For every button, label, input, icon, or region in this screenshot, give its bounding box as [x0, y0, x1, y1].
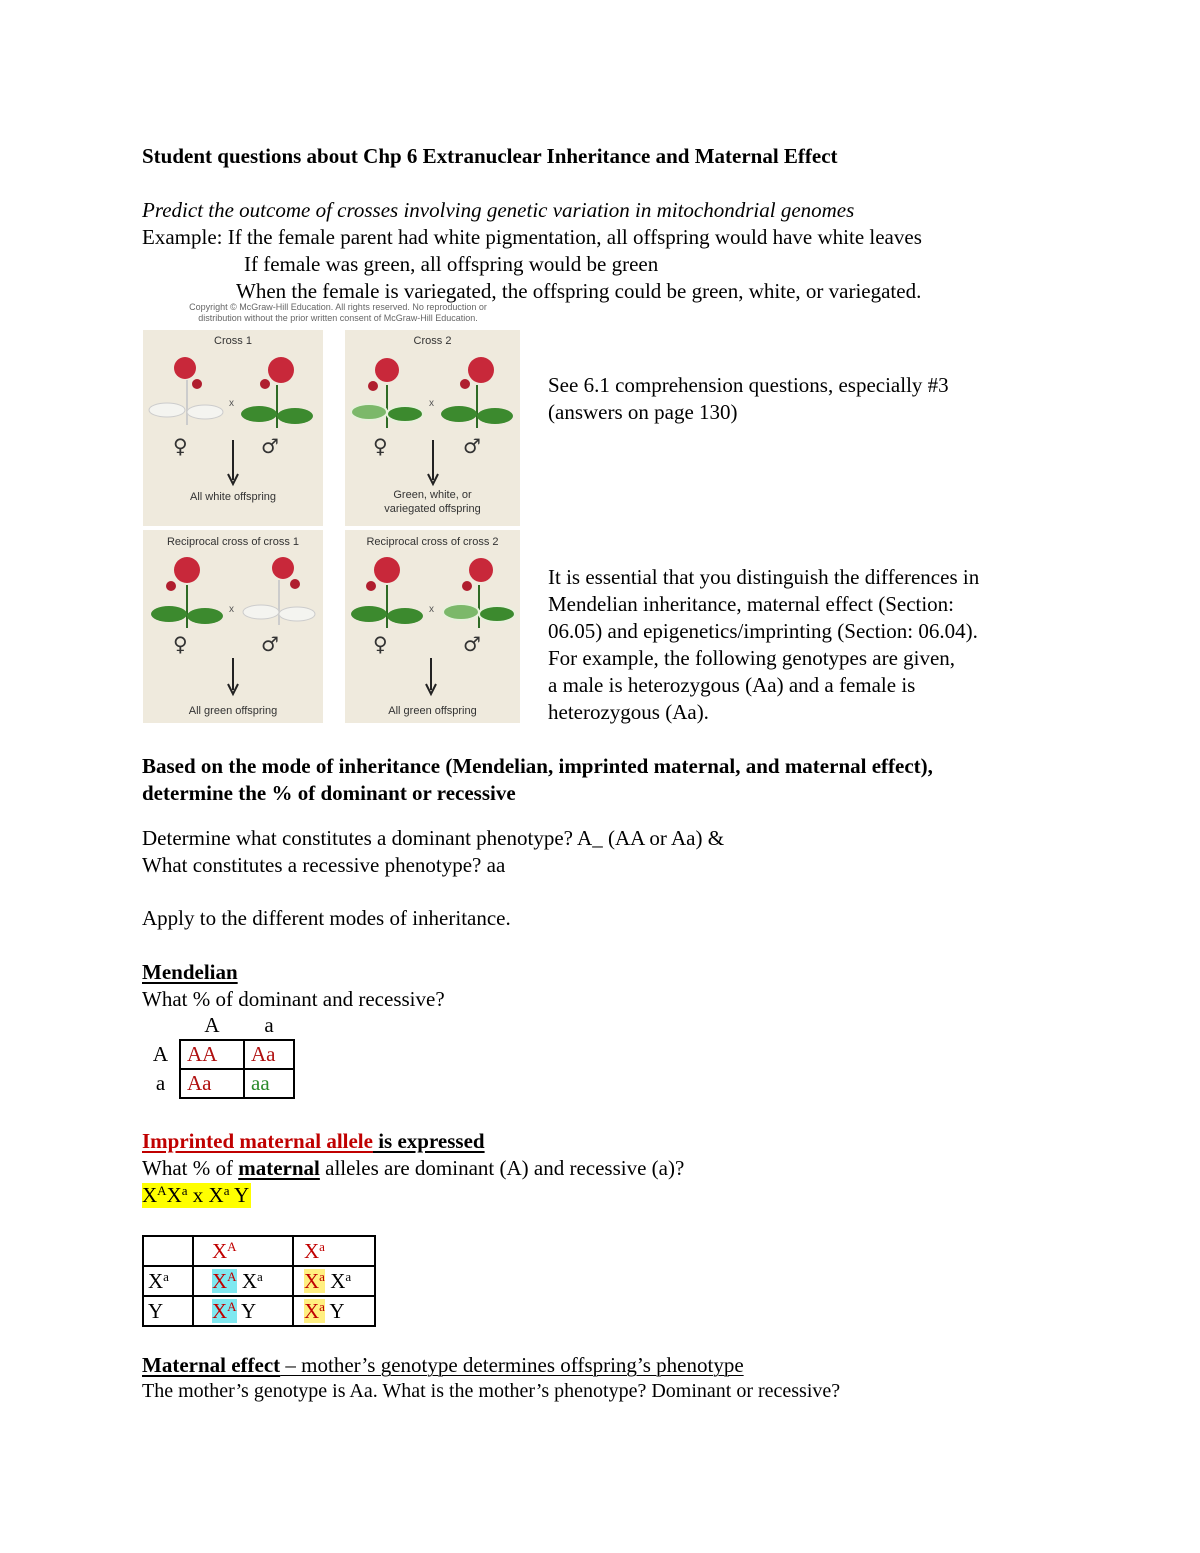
punnett-cell: aa [244, 1069, 294, 1098]
allele-sup: a [181, 1183, 188, 1198]
row-header: a [155, 1071, 166, 1095]
white-plant [243, 557, 315, 625]
panel-caption: Green, white, or variegated offspring [384, 489, 481, 515]
col-header: A [204, 1013, 220, 1037]
male-symbol: ♂ [261, 434, 279, 458]
panel-label: Cross 1 [214, 335, 252, 347]
plants-illustration [147, 350, 319, 440]
panel-caption: All green offspring [188, 705, 278, 717]
row-header: Y [143, 1296, 193, 1326]
question-prefix: What % of [142, 1156, 239, 1180]
row-header: $X^a$ [143, 1266, 193, 1296]
determine-line-1: Determine what constitutes a dominant phenotype? A_ (AA or Aa) & [142, 826, 725, 850]
cross-symbol: x [229, 604, 234, 615]
essential-line-6: heterozygous (Aa). [548, 700, 709, 724]
imprinted-heading-rest: is expressed [372, 1129, 485, 1153]
plants-illustration [347, 350, 519, 440]
male-symbol: ♂ [463, 434, 481, 458]
imprinted-question [142, 1156, 684, 1181]
imprinted-punnett-square [142, 1235, 376, 1327]
panel-reciprocal-1 [143, 530, 323, 723]
mendelian-question: What % of dominant and recessive? [142, 987, 445, 1011]
question-suffix: alleles are dominant (A) and recessive (a)? [319, 1156, 685, 1180]
allele-x: X [208, 1183, 224, 1207]
allele-x: X [142, 1183, 158, 1207]
based-heading-line-2: determine the % of dominant or recessive [142, 781, 516, 805]
intro-line-1: Example: If the female parent had white pigmentation, all offspring would have white leaves [142, 225, 922, 249]
down-arrow-icon [227, 658, 239, 698]
maternal-effect-heading [142, 1353, 744, 1378]
imprinted-heading [142, 1129, 485, 1154]
essential-line-5: a male is heterozygous (Aa) and a female is [548, 673, 916, 697]
green-plant [351, 557, 423, 628]
panel-cross-2 [345, 330, 520, 526]
down-arrow-icon [427, 440, 439, 488]
panel-caption: All green offspring [388, 705, 477, 717]
figure-copyright: Copyright © McGraw-Hill Education. All rights reserved. No reproduction or distribution without the prior written consent of McGraw-Hill Education. [189, 302, 487, 323]
punnett-cell: Aa [180, 1069, 244, 1098]
maternal-effect-description: – mother’s genotype determines offspring’s phenotype [280, 1353, 744, 1377]
punnett-cell: Aa [244, 1040, 294, 1069]
panel-reciprocal-2 [345, 530, 520, 723]
essential-line-1: It is essential that you distinguish the differences in [548, 565, 980, 589]
green-plant [241, 357, 313, 428]
imprinted-heading-red: Imprinted maternal allele [142, 1129, 373, 1153]
female-symbol: ♀ [373, 434, 388, 458]
mendelian-punnett-square [142, 1012, 295, 1099]
intro-line-3: When the female is variegated, the offspring could be green, white, or variegated. [236, 279, 922, 303]
see-questions-line-2: (answers on page 130) [548, 400, 738, 424]
maternal-effect-title: Maternal effect [142, 1353, 281, 1377]
green-plant [441, 357, 513, 428]
allele-sup: A [157, 1183, 167, 1198]
col-header: a [264, 1013, 274, 1037]
row-header: A [152, 1042, 169, 1066]
male-symbol: ♂ [261, 632, 279, 656]
variegated-plant [443, 558, 515, 628]
panel-label: Cross 2 [413, 335, 452, 347]
intro-heading: Predict the outcome of crosses involving genetic variation in mitochondrial genomes [142, 198, 855, 222]
panel-label: Reciprocal cross of cross 1 [166, 536, 300, 548]
cross-symbol: x [429, 604, 434, 615]
male-symbol: ♂ [463, 632, 481, 656]
punnett-cell: $X^A$ $X^a$ [193, 1266, 293, 1296]
cross-symbol: x [429, 398, 434, 409]
essential-line-2: Mendelian inheritance, maternal effect (Section: [548, 592, 955, 616]
imprinted-cross [142, 1183, 251, 1208]
green-plant [151, 557, 223, 628]
punnett-cell: $X^A$ Y [193, 1296, 293, 1326]
plants-illustration [147, 550, 319, 640]
female-symbol: ♀ [173, 632, 188, 656]
based-heading-line-1: Based on the mode of inheritance (Mendelian, imprinted maternal, and maternal effect), [142, 754, 933, 778]
intro-line-2: If female was green, all offspring would be green [244, 252, 659, 276]
allele-x: X [166, 1183, 182, 1207]
cross-x: x [187, 1183, 209, 1207]
allele-y: Y [229, 1183, 250, 1207]
variegated-plant [351, 358, 423, 428]
down-arrow-icon [425, 658, 437, 698]
page-title: Student questions about Chp 6 Extranuclear Inheritance and Maternal Effect [142, 144, 838, 168]
maternal-effect-question: The mother’s genotype is Aa. What is the mother’s phenotype? Dominant or recessive? [142, 1380, 841, 1402]
see-questions-line-1: See 6.1 comprehension questions, especially #3 [548, 373, 949, 397]
plants-illustration [347, 550, 519, 640]
punnett-cell: AA [180, 1040, 244, 1069]
female-symbol: ♀ [373, 632, 388, 656]
punnett-cell: $X^a$ $X^a$ [293, 1266, 375, 1296]
down-arrow-icon [227, 440, 239, 488]
mendelian-heading: Mendelian [142, 960, 238, 984]
panel-label: Reciprocal cross of cross 2 [366, 536, 499, 548]
cross-symbol: x [229, 398, 234, 409]
white-plant [149, 357, 223, 425]
essential-line-4: For example, the following genotypes are given, [548, 646, 956, 670]
apply-text: Apply to the different modes of inheritance. [142, 906, 511, 930]
panel-caption: All white offspring [189, 491, 276, 503]
allele-sup: a [223, 1183, 230, 1198]
question-maternal: maternal [238, 1156, 320, 1180]
col-header: $X^A$ [193, 1236, 293, 1266]
female-symbol: ♀ [173, 434, 188, 458]
col-header: $X^a$ [293, 1236, 375, 1266]
panel-cross-1 [143, 330, 323, 526]
determine-line-2: What constitutes a recessive phenotype? aa [142, 853, 506, 877]
punnett-cell: $X^a$ Y [293, 1296, 375, 1326]
essential-line-3: 06.05) and epigenetics/imprinting (Section: 06.04). [548, 619, 978, 643]
